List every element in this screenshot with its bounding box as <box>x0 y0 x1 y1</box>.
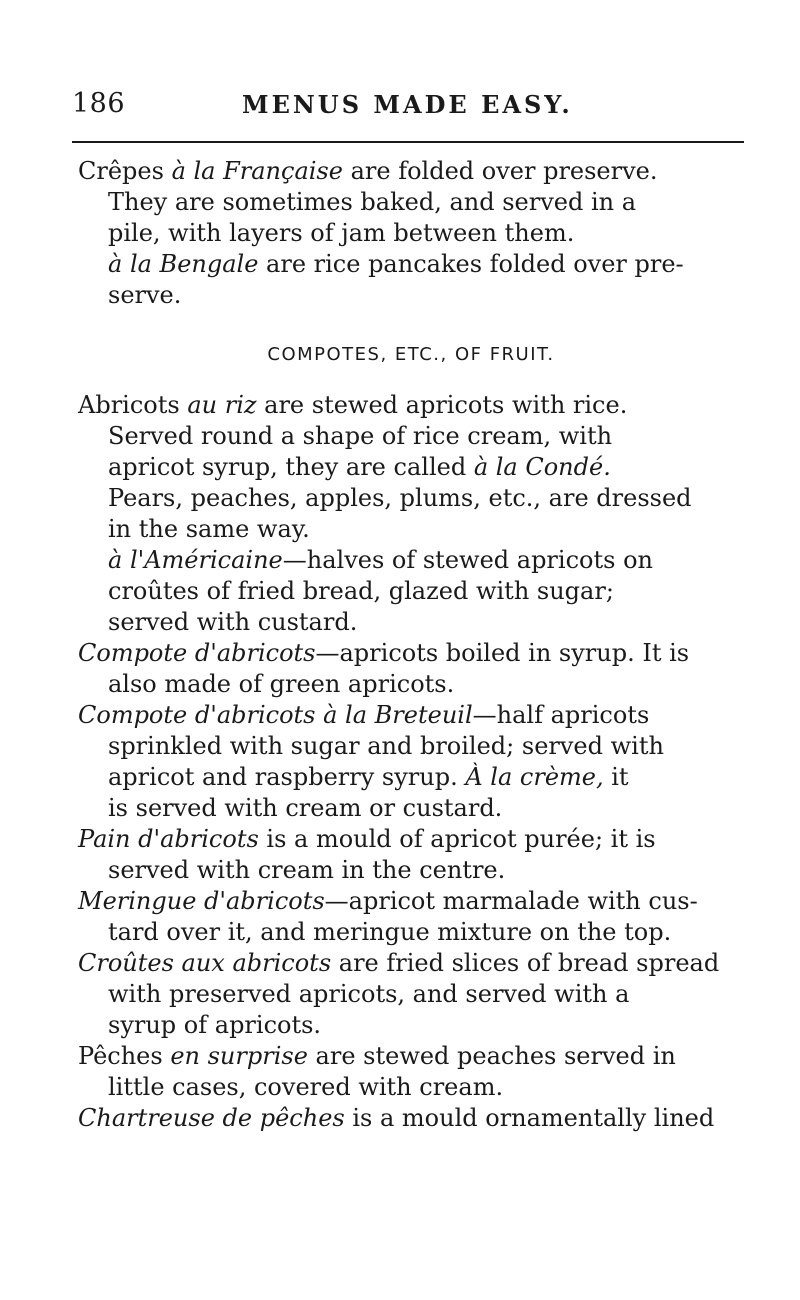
text-line: tard over it, and meringue mixture on the top. <box>108 918 672 946</box>
paragraph-croutes <box>78 948 744 1041</box>
paragraph-americaine <box>78 545 744 638</box>
page-number: 186 <box>72 88 126 119</box>
text-line: Meringue d'abricots—apricot marmalade with cus- <box>78 887 698 915</box>
text-line: serve. <box>108 281 182 309</box>
page-header <box>72 88 752 128</box>
paragraph-compote <box>78 638 744 700</box>
text-line: pile, with layers of jam between them. <box>108 219 575 247</box>
text-line: Compote d'abricots—apricots boiled in syrup. It is <box>78 639 690 667</box>
paragraph-crepes-bengale <box>78 249 744 311</box>
paragraph-peches <box>78 1041 744 1103</box>
text-line: little cases, covered with cream. <box>108 1073 504 1101</box>
paragraph-chartreuse <box>78 1103 744 1134</box>
text-line: à la Bengale are rice pancakes folded over pre- <box>108 250 684 278</box>
text-line: Crêpes à la Française are folded over preserve. <box>78 157 658 185</box>
text-line: sprinkled with sugar and broiled; served with <box>108 732 664 760</box>
text-line: Croûtes aux abricots are fried slices of bread spread <box>78 949 720 977</box>
text-line: Pears, peaches, apples, plums, etc., are dressed <box>108 484 692 512</box>
paragraph-meringue <box>78 886 744 948</box>
text-line: also made of green apricots. <box>108 670 455 698</box>
text-line: Pêches en surprise are stewed peaches served in <box>78 1042 676 1070</box>
text-line: in the same way. <box>108 515 310 543</box>
text-line: apricot and raspberry syrup. À la crème, it <box>108 763 629 791</box>
paragraph-compote-breteuil <box>78 700 744 824</box>
section-heading: COMPOTES, ETC., OF FRUIT. <box>267 344 555 365</box>
text-line: croûtes of fried bread, glazed with sugar; <box>108 577 614 605</box>
paragraph-pain <box>78 824 744 886</box>
text-line: Served round a shape of rice cream, with <box>108 422 613 450</box>
text-line: served with custard. <box>108 608 358 636</box>
text-line: served with cream in the centre. <box>108 856 506 884</box>
text-line: with preserved apricots, and served with a <box>108 980 630 1008</box>
text-line: is served with cream or custard. <box>108 794 503 822</box>
running-head: MENUS MADE EASY. <box>242 90 573 119</box>
text-line: Abricots au riz are stewed apricots with rice. <box>78 391 628 419</box>
page-body <box>78 156 744 1134</box>
header-rule <box>72 141 744 143</box>
text-line: They are sometimes baked, and served in a <box>108 188 637 216</box>
paragraph-abricots-riz <box>78 390 744 545</box>
text-line: Chartreuse de pêches is a mould ornamentally lined <box>78 1104 715 1132</box>
paragraph-crepes-francaise <box>78 156 744 249</box>
text-line: Compote d'abricots à la Breteuil—half apricots <box>78 701 650 729</box>
text-line: apricot syrup, they are called à la Condé. <box>108 453 611 481</box>
text-line: à l'Américaine—halves of stewed apricots on <box>108 546 653 574</box>
text-line: syrup of apricots. <box>108 1011 322 1039</box>
text-line: Pain d'abricots is a mould of apricot purée; it is <box>78 825 656 853</box>
